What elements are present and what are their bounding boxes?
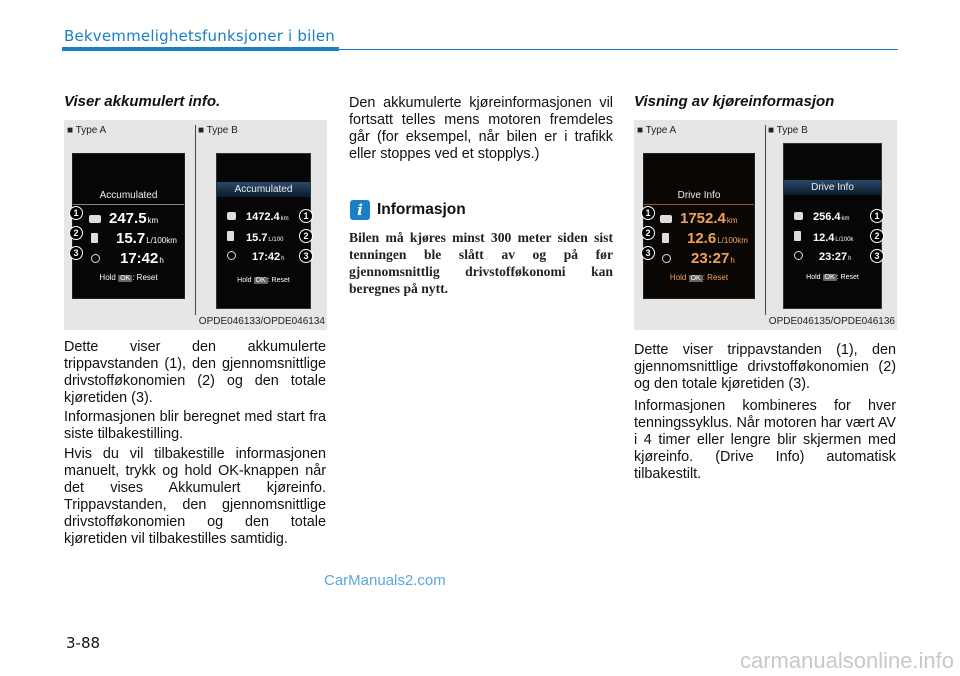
ok-key: OK [690, 275, 701, 282]
clock-icon [794, 251, 803, 260]
right-section-title: Visning av kjøreinformasjon [634, 93, 835, 110]
clock-icon [91, 254, 100, 263]
right-paragraph-2: Informasjonen kombineres for hver tenningssyklus. Når motoren har vært AV i 4 timer eller lengre blir skjermen med kjøreinfo. (Drive Info) automatisk tilbakestilt. [634, 398, 896, 482]
drive-time-row: 17:42 h [91, 250, 164, 267]
drive-info-screen-type-b [783, 143, 882, 309]
left-section-title: Viser akkumulert info. [64, 93, 221, 110]
callout-1: 1 [69, 206, 83, 220]
fuel-pump-icon [91, 233, 98, 243]
figure-divider [765, 125, 766, 315]
callout-3: 3 [641, 246, 655, 260]
figure-caption: OPDE046133/OPDE046134 [198, 316, 325, 327]
info-body: Bilen må kjøres minst 300 meter siden sist tenningen ble slått av og på før gjennomsnittlig drivstofføkonomi kan beregnes på nytt. [349, 230, 613, 296]
header-rule-thick [62, 47, 339, 51]
screen-heading: Accumulated [217, 182, 310, 197]
ok-key: OK [120, 275, 131, 282]
car-icon [794, 212, 803, 220]
type-b-label: ■ Type B [768, 125, 808, 136]
figure-divider [195, 125, 196, 315]
callout-3: 3 [69, 246, 83, 260]
type-b-label: ■ Type B [198, 125, 238, 136]
callout-1: 1 [641, 206, 655, 220]
callout-3: 3 [870, 249, 884, 263]
fuel-economy-row: 12.4 L/100k [794, 231, 853, 244]
hold-reset-hint: Hold OK : Reset [99, 273, 158, 282]
hold-reset-hint: Hold OK : Reset [669, 273, 729, 282]
info-title: Informasjon [377, 201, 466, 218]
right-paragraph-1: Dette viser trippavstanden (1), den gjennomsnittlige drivstofføkonomien (2) og den totale kjøretiden (3). [634, 342, 896, 392]
fuel-pump-icon [794, 231, 801, 241]
figure-caption: OPDE046135/OPDE046136 [768, 316, 895, 327]
clock-icon [662, 254, 671, 263]
section-header: Bekvemmelighetsfunksjoner i bilen [64, 27, 335, 45]
drive-time-row: 23:27 h [794, 251, 851, 263]
left-paragraph-3: Hvis du vil tilbakestille informasjonen manuelt, trykk og hold OK-knappen når det vises Akkumulert kjøreinfo. Trippavstanden, den gjennomsnittlige drivstofføkonomien og den totale kjøretiden vil tilbakestilles samtidig. [64, 446, 326, 547]
clock-icon [227, 251, 236, 260]
accumulated-screen-type-a [72, 153, 185, 299]
trip-distance-row: 247.5 km [89, 210, 158, 227]
trip-distance-row: 1472.4 km [227, 211, 289, 223]
fuel-economy-row: 15.7 L/100 [227, 231, 283, 244]
header-rule-thin [339, 49, 898, 50]
accumulated-figure [64, 120, 327, 330]
fuel-economy-row: 12.6 L/100km [662, 230, 748, 247]
car-icon [89, 215, 101, 223]
page-number: 3-88 [66, 634, 101, 652]
drive-time-row: 17:42 h [227, 251, 284, 263]
callout-3: 3 [299, 249, 313, 263]
callout-2: 2 [69, 226, 83, 240]
watermark-link[interactable]: CarManuals2.com [324, 572, 446, 589]
middle-paragraph: Den akkumulerte kjøreinformasjonen vil fortsatt telles mens motoren fremdeles går (for eksempel, når bilen er i trafikk eller stoppes ved et stopplys.) [349, 95, 613, 162]
hold-reset-hint: Hold OK : Reset [806, 274, 859, 281]
ok-key: OK [824, 274, 835, 281]
footer-brand: carmanualsonline.info [740, 648, 955, 673]
info-icon: i [350, 200, 370, 220]
callout-1: 1 [299, 209, 313, 223]
trip-distance-row: 256.4 km [794, 211, 850, 223]
drive-info-screen-type-a [643, 153, 755, 299]
screen-heading: Drive Info [644, 190, 754, 205]
type-a-label: ■ Type A [637, 125, 677, 136]
type-a-label: ■ Type A [67, 125, 107, 136]
fuel-pump-icon [662, 233, 669, 243]
screen-heading: Accumulated [73, 190, 184, 205]
left-paragraph-2: Informasjonen blir beregnet med start fra siste tilbakestilling. [64, 409, 326, 442]
left-paragraph-1: Dette viser den akkumulerte trippavstanden (1), den gjennomsnittlige drivstofføkonomien (2) og den totale kjøretiden (3). [64, 339, 326, 406]
callout-2: 2 [870, 229, 884, 243]
callout-1: 1 [870, 209, 884, 223]
drive-info-figure [634, 120, 897, 330]
accumulated-screen-type-b [216, 153, 311, 309]
trip-distance-row: 1752.4 km [660, 210, 738, 227]
fuel-pump-icon [227, 231, 234, 241]
callout-2: 2 [299, 229, 313, 243]
car-icon [227, 212, 236, 220]
ok-key: OK [255, 277, 266, 284]
hold-reset-hint: Hold OK : Reset [237, 277, 290, 284]
car-icon [660, 215, 672, 223]
screen-heading: Drive Info [784, 180, 881, 195]
fuel-economy-row: 15.7 L/100km [91, 230, 177, 247]
callout-2: 2 [641, 226, 655, 240]
drive-time-row: 23:27 h [662, 250, 735, 267]
